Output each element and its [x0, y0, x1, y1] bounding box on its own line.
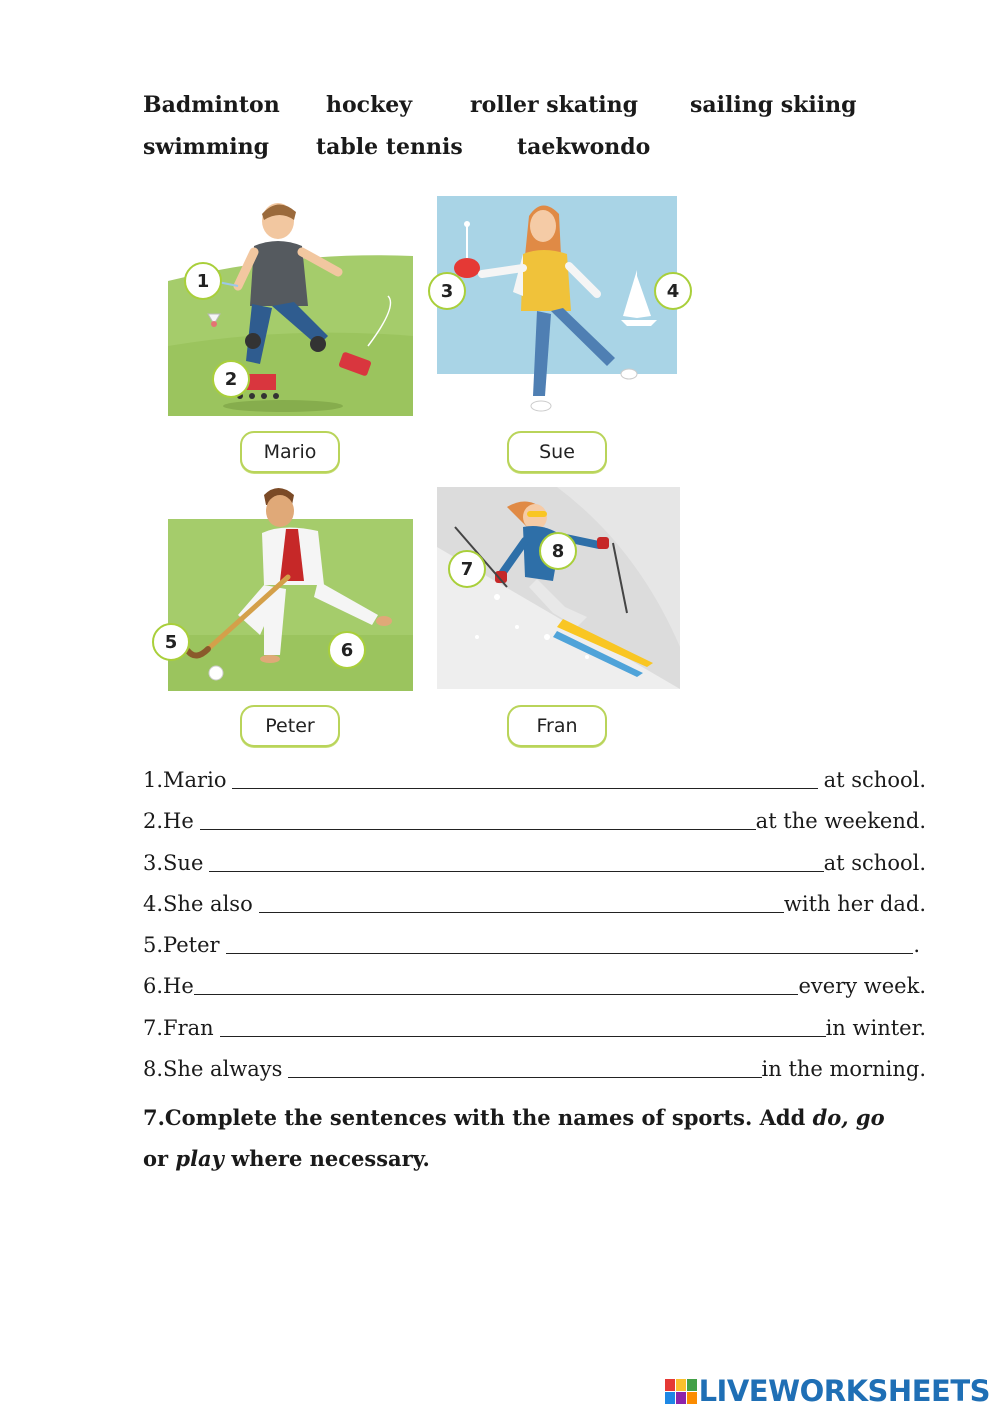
sentence-4-answer-blank[interactable]: [259, 892, 784, 913]
liveworksheets-logo: [665, 1374, 990, 1408]
instruction-do: do,: [812, 1105, 849, 1130]
sentence-7-start: 7.Fran: [143, 1015, 214, 1040]
number-badge-1: 1: [184, 262, 222, 300]
sentence-5: [143, 931, 926, 972]
sentence-2: [143, 807, 926, 848]
word-hockey: hockey: [326, 92, 413, 118]
peter-illustration: [164, 485, 413, 691]
sentence-list: [143, 766, 926, 1096]
sentence-7-answer-blank[interactable]: [220, 1016, 826, 1037]
liveworksheets-wordmark: LIVEWORKSHEETS: [698, 1374, 990, 1408]
sentence-2-answer-blank[interactable]: [200, 809, 756, 830]
sentence-7: [143, 1014, 926, 1055]
sentence-1-start: 1.Mario: [143, 768, 227, 792]
instruction-play: play: [175, 1146, 224, 1171]
sentence-6-end: every week.: [798, 974, 926, 999]
word-badminton: Badminton: [143, 92, 280, 118]
sentence-3-end: at school.: [823, 850, 926, 875]
sentence-6: [143, 972, 926, 1013]
sentence-4-start: 4.She also: [143, 891, 253, 916]
word-bank-row-1: [143, 92, 883, 134]
instruction-go: go: [855, 1105, 885, 1130]
word-table-tennis: table tennis: [316, 134, 463, 160]
exercise-instruction: [143, 1097, 943, 1179]
sentence-8-end: in the morning.: [761, 1057, 926, 1082]
name-tag-mario: Mario: [240, 431, 340, 473]
sentence-8-answer-blank[interactable]: [288, 1057, 761, 1078]
sue-illustration: [437, 196, 680, 418]
sentence-1-end: at school.: [823, 768, 926, 792]
sentence-5-end: .: [913, 933, 920, 958]
sentence-3: [143, 849, 926, 890]
sentence-4-end: with her dad.: [783, 891, 926, 916]
number-badge-3: 3: [428, 272, 466, 310]
sentence-4: [143, 890, 926, 931]
number-badge-7: 7: [448, 550, 486, 588]
sentence-1: [143, 766, 926, 807]
number-badge-5: 5: [152, 623, 190, 661]
sentence-3-answer-blank[interactable]: [209, 851, 823, 872]
sentence-8: [143, 1055, 926, 1096]
word-sailing-skiing: sailing skiing: [690, 92, 857, 118]
word-bank-row-2: [143, 134, 883, 176]
sentence-6-start: 6.He: [143, 974, 194, 999]
sentence-3-start: 3.Sue: [143, 850, 204, 875]
instruction-text-2: where necessary.: [231, 1146, 430, 1171]
number-badge-8: 8: [539, 532, 577, 570]
name-tag-fran: Fran: [507, 705, 607, 747]
number-badge-4: 4: [654, 272, 692, 310]
word-taekwondo: taekwondo: [517, 134, 651, 160]
word-roller-skating: roller skating: [470, 92, 639, 118]
liveworksheets-icon: [665, 1379, 697, 1404]
name-tag-sue: Sue: [507, 431, 607, 473]
word-swimming: swimming: [143, 134, 269, 160]
sentence-2-start: 2.He: [143, 809, 194, 834]
sentence-5-start: 5.Peter: [143, 933, 220, 958]
sentence-8-start: 8.She always: [143, 1057, 283, 1082]
sentence-2-end: at the weekend.: [755, 809, 926, 834]
number-badge-6: 6: [328, 631, 366, 669]
word-bank: [143, 92, 883, 176]
sentence-7-end: in winter.: [825, 1015, 926, 1040]
sentence-1-answer-blank[interactable]: [232, 768, 817, 789]
name-tag-peter: Peter: [240, 705, 340, 747]
number-badge-2: 2: [212, 360, 250, 398]
instruction-text-1: 7.Complete the sentences with the names of sports. Add: [143, 1105, 813, 1130]
instruction-or: or: [143, 1146, 169, 1171]
sentence-5-answer-blank[interactable]: [226, 933, 914, 954]
sentence-6-answer-blank[interactable]: [194, 974, 799, 995]
mario-illustration: [168, 196, 413, 416]
fran-illustration: [437, 487, 680, 689]
